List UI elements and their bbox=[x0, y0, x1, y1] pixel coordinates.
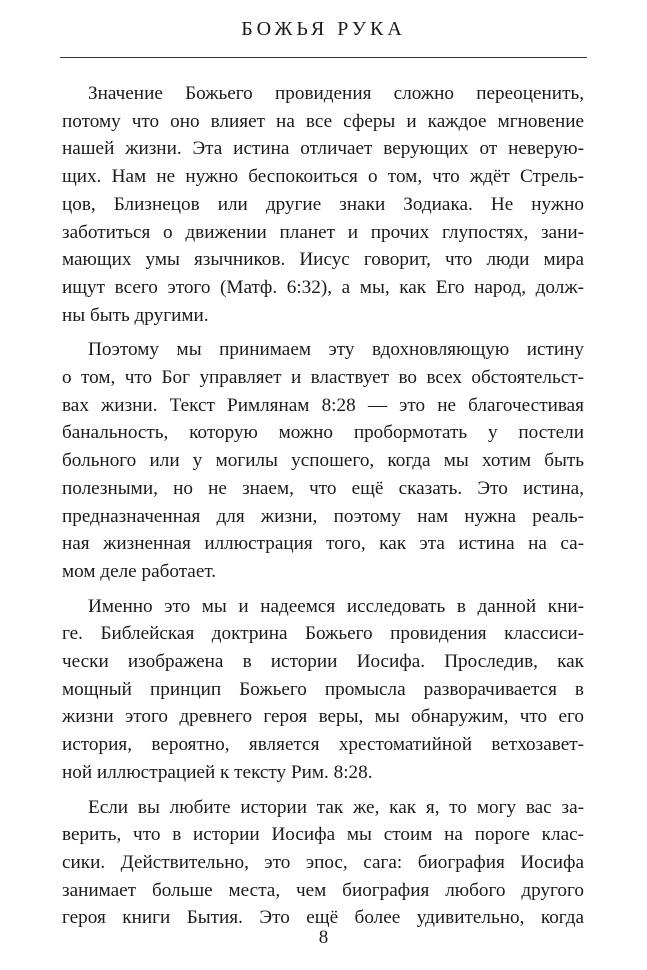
text-line: нашей жизни. Эта истина отличает верующих от неверую- bbox=[62, 138, 584, 160]
text-line: потому что оно влияет на все сферы и каждое мгновение bbox=[62, 110, 584, 132]
text-line: ной иллюстрацией к тексту Рим. 8:28. bbox=[62, 761, 373, 783]
paragraph bbox=[62, 336, 584, 585]
text-line: заботиться о движении планет и прочих глупостях, зани- bbox=[62, 221, 584, 243]
text-line: мощный принцип Божьего промысла разворачивается в bbox=[62, 678, 584, 700]
text-line: история, вероятно, является хрестоматийной ветхозавет- bbox=[62, 734, 584, 756]
text-line: предназначенная для жизни, поэтому нам нужна реаль- bbox=[62, 505, 584, 527]
text-line: цов, Близнецов или другие знаки Зодиака. Не нужно bbox=[62, 193, 584, 215]
text-line: полезными, но не знаем, что ещё сказать. Это истина, bbox=[62, 477, 584, 499]
text-line: Именно это мы и надеемся исследовать в данной кни- bbox=[88, 595, 584, 617]
text-line: сики. Действительно, это эпос, сага: биография Иосифа bbox=[62, 851, 584, 873]
text-line: занимает больше места, чем биография любого другого bbox=[62, 879, 584, 901]
text-line: ищут всего этого (Матф. 6:32), а мы, как Его народ, долж- bbox=[62, 276, 584, 298]
paragraph bbox=[62, 80, 584, 329]
header-rule bbox=[60, 57, 587, 58]
paragraph bbox=[62, 794, 584, 933]
body-text bbox=[62, 80, 584, 939]
text-line: щих. Нам не нужно беспокоиться о том, что ждёт Стрель- bbox=[62, 166, 584, 188]
text-line: чески изображена в истории Иосифа. Проследив, как bbox=[62, 651, 584, 673]
text-line: мающих умы язычников. Иисус говорит, что люди мира bbox=[62, 249, 584, 271]
text-line: банальность, которую можно пробормотать у постели bbox=[62, 422, 584, 444]
paragraph bbox=[62, 593, 584, 787]
text-line: ге. Библейская доктрина Божьего провидения классиси- bbox=[62, 623, 584, 645]
text-line: жизни этого древнего героя веры, мы обнаружим, что его bbox=[62, 706, 584, 728]
text-line: больного или у могилы успошего, когда мы хотим быть bbox=[62, 450, 584, 472]
text-line: о том, что Бог управляет и властвует во всех обстоятельст- bbox=[62, 367, 584, 389]
text-line: ны быть другими. bbox=[62, 304, 209, 326]
text-line: верить, что в истории Иосифа мы стоим на пороге клас- bbox=[62, 824, 584, 846]
text-line: Значение Божьего провидения сложно переоценить, bbox=[88, 83, 584, 104]
text-line: Поэтому мы принимаем эту вдохновляющую истину bbox=[88, 339, 584, 361]
text-line: вах жизни. Текст Римлянам 8:28 — это не благочестивая bbox=[62, 394, 584, 416]
text-line: мом деле работает. bbox=[62, 560, 217, 582]
text-line: героя книги Бытия. Это ещё более удивительно, когда bbox=[62, 907, 584, 929]
running-head: БОЖЬЯ РУКА bbox=[241, 18, 406, 40]
text-line: ная жизненная иллюстрация того, как эта истина на са- bbox=[62, 533, 584, 555]
text-line: Если вы любите истории так же, как я, то могу вас за- bbox=[88, 796, 584, 818]
page-number: 8 bbox=[318, 927, 329, 948]
